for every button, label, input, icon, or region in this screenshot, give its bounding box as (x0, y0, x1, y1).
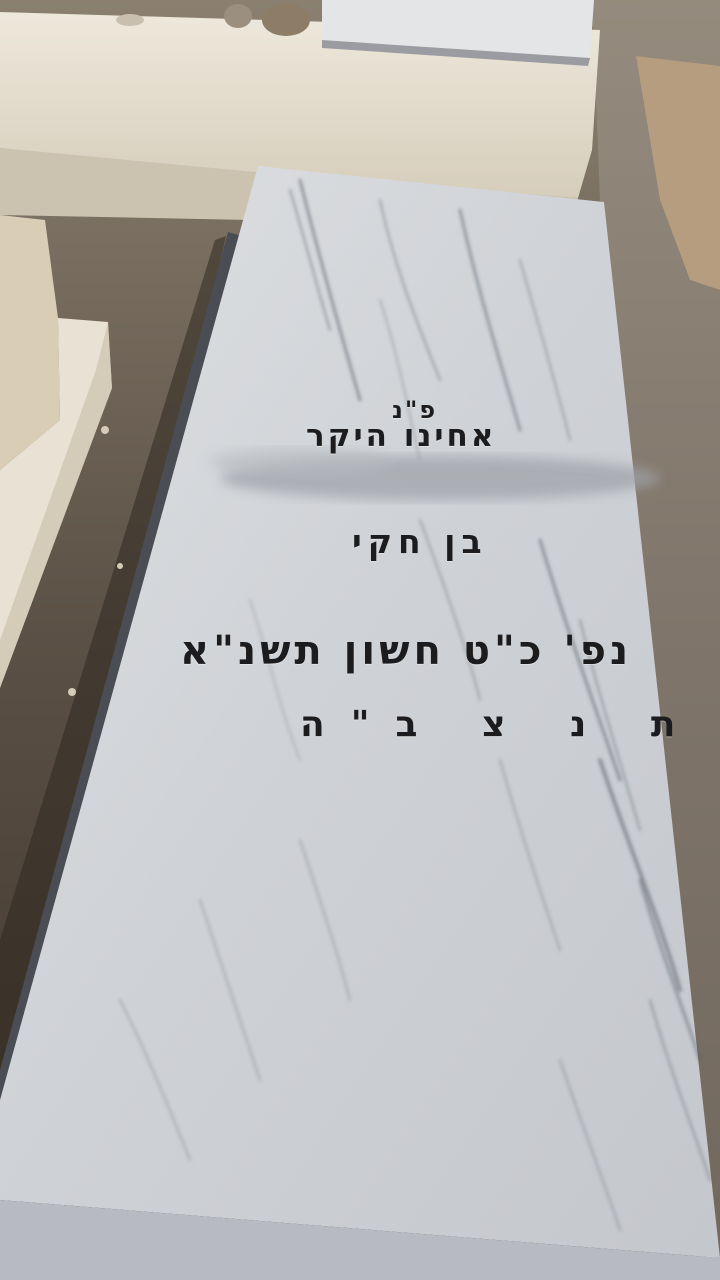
inscription-tnzbh: ת נ צ ב"ה (300, 704, 702, 745)
pebble (68, 688, 76, 696)
inscription-death-date: נפ' כ"ט חשון תשנ"א (180, 628, 633, 674)
pebble (101, 426, 109, 434)
small-stone (262, 4, 310, 36)
small-stone (224, 4, 252, 28)
small-stone (116, 14, 144, 26)
inscription-son-of: בן חקי (352, 522, 488, 561)
inscription-initials: פ"נ (392, 396, 438, 424)
pebble (117, 563, 123, 569)
inscription-our-dear-brother: אחינו היקר (306, 418, 497, 454)
